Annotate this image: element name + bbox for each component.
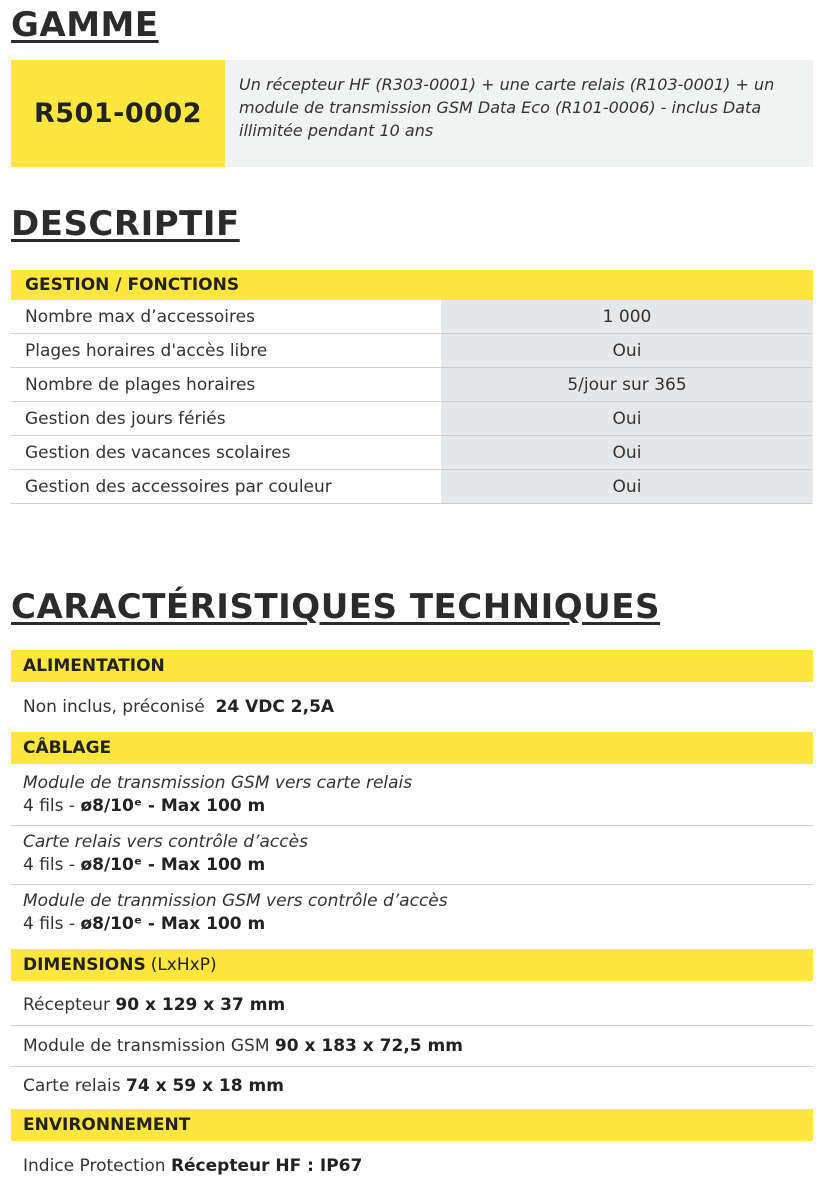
dimension-value: 90 x 183 x 72,5 mm xyxy=(274,1036,463,1056)
alimentation-header xyxy=(11,650,813,682)
dimension-label: Module de transmission GSM xyxy=(23,1036,270,1056)
dimension-value: 90 x 129 x 37 mm xyxy=(115,995,286,1015)
alimentation-text: Non inclus, préconisé xyxy=(23,697,205,717)
dimension-line xyxy=(11,1036,813,1056)
row-label: Nombre max d’accessoires xyxy=(25,306,255,327)
environnement-value: Récepteur HF : IP67 xyxy=(170,1156,363,1176)
row-value: 1 000 xyxy=(441,300,813,333)
gestion-fonctions-header: GESTION / FONCTIONS xyxy=(11,270,813,300)
alimentation-title: ALIMENTATION xyxy=(23,656,165,676)
dimensions-title: DIMENSIONS xyxy=(23,955,146,975)
descriptif-heading: DESCRIPTIF xyxy=(11,204,240,244)
row-value: Oui xyxy=(441,436,813,469)
gestion-fonctions-table xyxy=(11,270,813,504)
cablage-header xyxy=(11,732,813,764)
dimension-label: Carte relais xyxy=(23,1076,121,1096)
divider xyxy=(11,884,813,885)
cablage-title: CÂBLAGE xyxy=(23,738,112,758)
alimentation-value: 24 VDC 2,5A xyxy=(215,697,335,717)
cablage-item-label xyxy=(11,832,813,852)
table-row xyxy=(11,368,813,402)
caracteristiques-heading: CARACTÉRISTIQUES TECHNIQUES xyxy=(11,587,661,627)
dimension-value: 74 x 59 x 18 mm xyxy=(126,1076,284,1096)
cablage-value: ø8/10ᵉ - Max 100 m xyxy=(80,796,266,816)
alimentation-line xyxy=(11,697,813,717)
table-row xyxy=(11,334,813,368)
cablage-value: ø8/10ᵉ - Max 100 m xyxy=(80,855,266,875)
cablage-item-label xyxy=(11,891,813,911)
cablage-prefix: 4 fils - xyxy=(23,855,76,875)
row-label: Gestion des accessoires par couleur xyxy=(25,476,332,497)
cablage-item-label xyxy=(11,773,813,793)
dimension-label: Récepteur xyxy=(23,995,110,1015)
cablage-prefix: 4 fils - xyxy=(23,914,76,934)
divider xyxy=(11,1025,813,1026)
table-row xyxy=(11,436,813,470)
cablage-item-spec xyxy=(11,914,813,934)
environnement-line xyxy=(11,1156,813,1176)
dimensions-header xyxy=(11,949,813,981)
gamme-box xyxy=(11,60,813,167)
cablage-route: Module de transmission GSM vers carte relais xyxy=(23,773,413,793)
row-value: Oui xyxy=(441,334,813,367)
row-label: Gestion des jours fériés xyxy=(25,408,226,429)
cablage-route: Module de tranmission GSM vers contrôle d’accès xyxy=(23,891,448,911)
row-value: 5/jour sur 365 xyxy=(441,368,813,401)
divider xyxy=(11,825,813,826)
gamme-description: Un récepteur HF (R303-0001) + une carte relais (R103-0001) + un module de transmission GSM Data Eco (R101-0006) - inclus Data illimitée pendant 10 ans xyxy=(239,75,775,140)
table-row xyxy=(11,300,813,334)
environnement-text: Indice Protection xyxy=(23,1156,166,1176)
row-label: Gestion des vacances scolaires xyxy=(25,442,291,463)
row-label: Nombre de plages horaires xyxy=(25,374,256,395)
table-row xyxy=(11,402,813,436)
dimension-line xyxy=(11,995,813,1015)
gamme-heading: GAMME xyxy=(11,5,159,45)
row-value: Oui xyxy=(441,402,813,435)
dimension-line xyxy=(11,1076,813,1096)
cablage-item-spec xyxy=(11,796,813,816)
table-row xyxy=(11,470,813,504)
row-value: Oui xyxy=(441,470,813,503)
row-label: Plages horaires d'accès libre xyxy=(25,340,268,361)
divider xyxy=(11,1066,813,1067)
environnement-header xyxy=(11,1109,813,1141)
gamme-product-code: R501-0002 xyxy=(11,60,225,167)
cablage-value: ø8/10ᵉ - Max 100 m xyxy=(80,914,266,934)
cablage-prefix: 4 fils - xyxy=(23,796,76,816)
dimensions-subtitle: (LxHxP) xyxy=(150,955,217,975)
cablage-item-spec xyxy=(11,855,813,875)
cablage-route: Carte relais vers contrôle d’accès xyxy=(23,832,308,852)
environnement-title: ENVIRONNEMENT xyxy=(23,1115,191,1135)
